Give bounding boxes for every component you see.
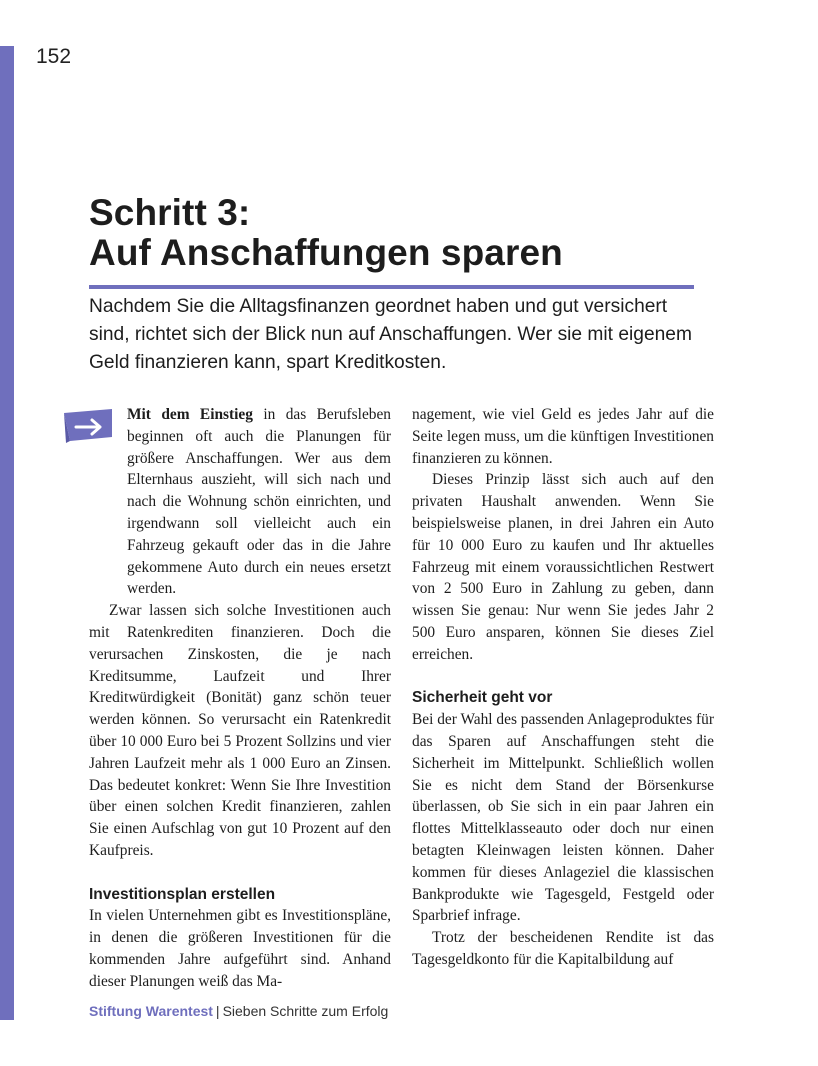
footer-subtitle: Sieben Schritte zum Erfolg — [222, 1003, 389, 1019]
lead-in-paragraph — [89, 404, 391, 600]
page-footer — [89, 1003, 388, 1019]
paragraph-investitionsplan: In vielen Unternehmen gibt es Investitionspläne, in denen die größeren Investitionen für die kommenden Jahre aufgeführt sind. Anhand dieser Planungen weiß das Ma- — [89, 907, 391, 990]
subhead-sicherheit: Sicherheit geht vor — [412, 689, 553, 707]
lead-in-text: in das Berufsleben beginnen oft auch die Planungen für größere Anschaffungen. Wer aus dem Elternhaus auszieht, will sich nach und nach die Wohnung schön einrichten, und irgendwann soll vielleicht auch ein Fahrzeug gekauft oder das in die Jahre gekommene Auto durch ein neues ersetzt werden. — [127, 406, 391, 598]
side-color-bar — [0, 46, 14, 1020]
chapter-title-line-2: Auf Anschaffungen sparen — [89, 232, 563, 273]
footer-separator: | — [215, 1003, 220, 1019]
page-number: 152 — [36, 45, 72, 68]
chapter-title — [89, 193, 695, 273]
chapter-lead-text: Nachdem Sie die Alltagsfinanzen geordnet haben und gut versichert sind, richtet sich der Blick nun auf Anschaffungen. Wer sie mit eigenem Geld finanzieren kann, spart Kreditkosten. — [89, 296, 692, 373]
subhead-investitionsplan: Investitionsplan erstellen — [89, 885, 276, 903]
footer-brand: Stiftung Warentest — [89, 1003, 213, 1019]
paragraph-tagesgeld: Trotz der bescheidenen Rendite ist das Tagesgeldkonto für die Kapitalbildung auf — [412, 929, 714, 968]
text-column-right — [412, 404, 714, 971]
chapter-heading — [89, 193, 695, 289]
lead-in-bold: Mit dem Einstieg — [127, 406, 253, 423]
paragraph-management: nagement, wie viel Geld es jedes Jahr auf die Seite legen muss, um die künftigen Investitionen finanzieren zu können. — [412, 406, 714, 467]
chapter-title-line-1: Schritt 3: — [89, 192, 251, 233]
paragraph-ratenkredit: Zwar lassen sich solche Investitionen auch mit Ratenkrediten finanzieren. Doch die verursachen Zinskosten, die je nach Kreditsumme, Laufzeit und Ihrer Kreditwürdigkeit (Bonität) ganz schön teuer werden können. So verursacht ein Ratenkredit über 10 000 Euro bei 5 Prozent Sollzins und vier Jahren Laufzeit mehr als 1 000 Euro an Zinsen. Das bedeutet konkret: Wenn Sie Ihre Investition über einen solchen Kredit finanzieren, zahlen Sie einen Aufschlag von gut 10 Prozent auf den Kaufpreis. — [89, 602, 391, 859]
text-column-left — [89, 404, 391, 993]
paragraph-anlageprodukte: Bei der Wahl des passenden Anlageproduktes für das Sparen auf Anschaffungen steht die Sicherheit im Mittelpunkt. Schließlich wollen Sie es nicht dem Stand der Börsenkurse überlassen, ob Sie sich in ein paar Jahren ein flottes Mittelklasseauto oder doch nur einen betagten Kleinwagen leisten können. Daher kommen für dieses Anlageziel die klassischen Bankprodukte wie Tagesgeld, Festgeld oder Sparbrief infrage. — [412, 711, 714, 925]
paragraph-privater-haushalt: Dieses Prinzip lässt sich auch auf den privaten Haushalt anwenden. Wenn Sie beispielsweise planen, in drei Jahren ein Auto für 10 000 Euro zu kaufen und Ihr aktuelles Fahrzeug mit einem voraussichtlichen Restwert von 2 500 Euro in Zahlung zu geben, dann wissen Sie genau: Nur wenn Sie jedes Jahr 2 500 Euro ansparen, können Sie dieses Ziel erreichen. — [412, 471, 714, 663]
title-underline — [89, 285, 694, 289]
